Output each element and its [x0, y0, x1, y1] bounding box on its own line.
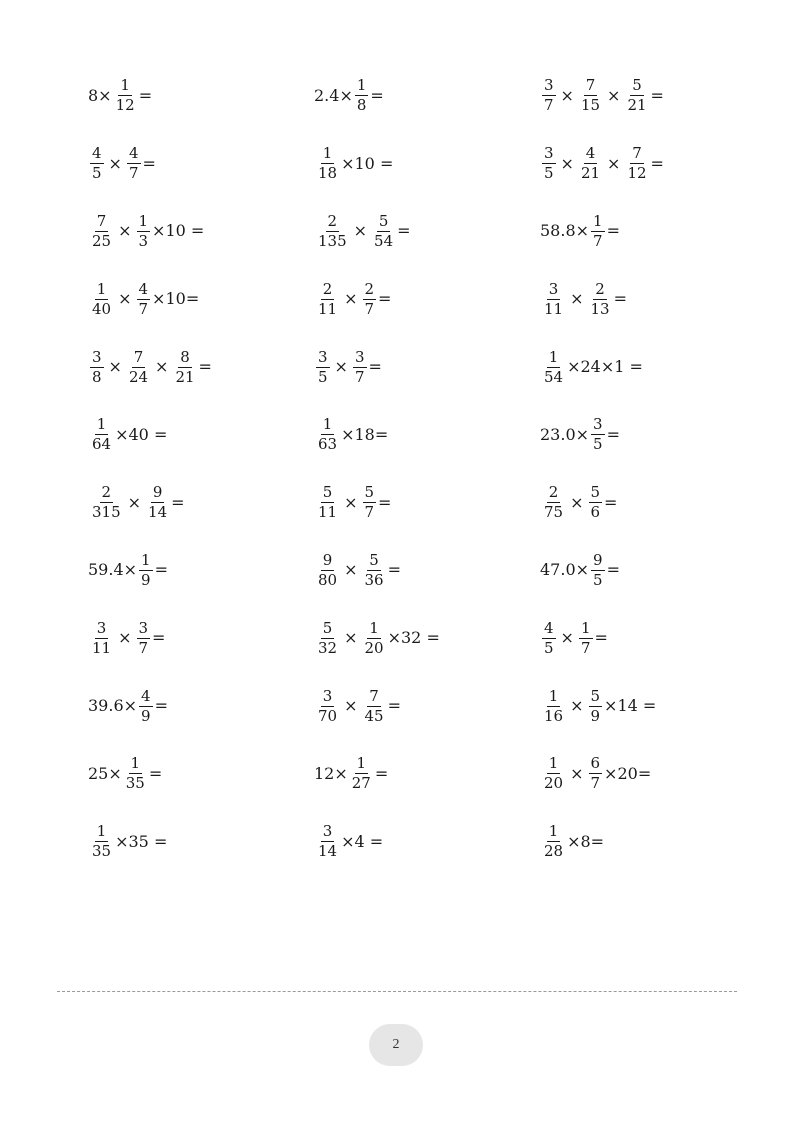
fraction-denominator: 36 — [364, 570, 384, 589]
fraction — [90, 279, 113, 318]
problem-item — [314, 130, 540, 198]
fraction — [137, 618, 151, 657]
problem-item — [314, 198, 540, 266]
fraction — [355, 78, 369, 113]
problem-item — [540, 62, 768, 130]
fraction-denominator: 20 — [544, 774, 564, 793]
fraction-numerator: 2 — [595, 279, 605, 298]
fraction — [137, 279, 151, 318]
fraction-denominator: 7 — [590, 774, 601, 793]
fraction-denominator: 15 — [580, 96, 601, 115]
fraction-numerator: 7 — [632, 144, 642, 163]
fraction — [542, 485, 565, 520]
problem-item — [88, 808, 314, 876]
expression-text: = — [198, 357, 212, 377]
fraction-numerator: 1 — [96, 415, 107, 434]
fraction-denominator: 28 — [544, 842, 564, 861]
fraction-denominator: 64 — [92, 435, 112, 454]
expression-text: ×32 = — [387, 628, 440, 648]
fraction-numerator: 3 — [593, 415, 603, 434]
fraction-denominator: 45 — [364, 706, 384, 725]
expression-text: = — [142, 153, 156, 173]
fraction — [542, 347, 565, 386]
expression-text: ×35 = — [115, 831, 168, 851]
fraction-numerator: 9 — [152, 483, 163, 502]
fraction — [542, 618, 556, 657]
problem-item — [314, 740, 540, 808]
fraction-denominator: 24 — [128, 367, 149, 386]
problem-item — [314, 333, 540, 401]
fraction-numerator: 4 — [128, 144, 139, 163]
fraction-denominator: 54 — [544, 367, 564, 386]
fraction — [363, 485, 377, 520]
fraction-numerator: 3 — [92, 347, 102, 366]
fraction-denominator: 9 — [141, 570, 151, 589]
fraction-numerator: 5 — [590, 483, 601, 502]
fraction-denominator: 5 — [92, 164, 102, 183]
fraction-denominator: 35 — [125, 774, 145, 793]
fraction — [90, 417, 113, 452]
problem-item — [88, 537, 314, 605]
expression-text: ×40 = — [115, 424, 168, 444]
expression-text: = — [154, 696, 168, 716]
fraction-numerator: 1 — [548, 347, 559, 366]
fraction-numerator: 1 — [548, 686, 559, 705]
fraction — [363, 618, 386, 657]
multiply-operator: × — [353, 221, 368, 241]
expression-text: = — [378, 492, 392, 512]
fraction-numerator: 1 — [593, 211, 603, 230]
multiply-operator: × — [560, 85, 574, 105]
fraction-denominator: 5 — [544, 638, 554, 657]
fraction — [363, 279, 377, 318]
fraction-numerator: 1 — [120, 76, 130, 95]
expression-text: 39.6× — [88, 696, 138, 716]
expression-text: = — [606, 424, 620, 444]
fraction-numerator: 3 — [318, 347, 328, 366]
expression-text: = — [154, 560, 168, 580]
fraction — [625, 78, 648, 113]
multiply-operator: × — [607, 85, 621, 105]
expression-text: ×24×1 = — [567, 357, 643, 377]
problem-item — [314, 401, 540, 469]
fraction-numerator: 9 — [322, 550, 333, 569]
fraction-numerator: 1 — [580, 618, 591, 637]
fraction-denominator: 5 — [593, 570, 603, 589]
fraction-numerator: 5 — [369, 550, 379, 569]
fraction-denominator: 8 — [356, 96, 367, 115]
fraction-numerator: 3 — [544, 76, 554, 95]
fraction-denominator: 11 — [318, 503, 338, 522]
expression-text: = — [387, 560, 401, 580]
fraction — [542, 78, 556, 113]
expression-text: = — [374, 763, 389, 783]
fraction — [146, 485, 169, 520]
fraction-numerator: 5 — [378, 211, 389, 230]
problem-item — [540, 740, 768, 808]
fraction — [591, 550, 605, 589]
problem-item — [314, 62, 540, 130]
fraction-denominator: 9 — [141, 706, 151, 725]
fraction — [589, 279, 612, 318]
fraction-denominator: 7 — [138, 638, 149, 657]
fraction — [316, 146, 339, 181]
fraction-numerator: 3 — [138, 618, 149, 637]
problem-item — [540, 604, 768, 672]
problem-item — [88, 198, 314, 266]
expression-text: = — [152, 628, 166, 648]
page-number-badge — [369, 1024, 423, 1066]
multiply-operator: × — [127, 492, 142, 512]
fraction — [316, 417, 339, 452]
problem-item — [540, 333, 768, 401]
fraction-denominator: 20 — [364, 638, 384, 657]
problem-item — [540, 265, 768, 333]
fraction-numerator: 7 — [133, 347, 144, 366]
fraction-denominator: 7 — [364, 299, 375, 318]
fraction-numerator: 2 — [101, 483, 112, 502]
fraction — [350, 756, 373, 791]
fraction — [139, 550, 153, 589]
fraction-numerator: 2 — [548, 483, 559, 502]
fraction-denominator: 80 — [318, 570, 338, 589]
problem-item — [314, 604, 540, 672]
fraction — [316, 485, 339, 520]
fraction — [363, 550, 386, 589]
problem-item — [88, 401, 314, 469]
fraction-denominator: 35 — [92, 842, 112, 861]
expression-text: 8× — [88, 85, 112, 105]
fraction-denominator: 40 — [92, 299, 112, 318]
multiply-operator: × — [570, 492, 584, 512]
fraction — [173, 347, 196, 386]
fraction-denominator: 7 — [138, 299, 149, 318]
expression-text: = — [606, 221, 620, 241]
fraction-denominator: 18 — [318, 164, 338, 183]
fraction-numerator: 4 — [138, 279, 149, 298]
fraction-denominator: 32 — [318, 638, 338, 657]
multiply-operator: × — [560, 153, 574, 173]
fraction — [114, 78, 137, 113]
fraction-denominator: 11 — [318, 299, 338, 318]
fraction-numerator: 5 — [632, 76, 642, 95]
expression-text: = — [650, 153, 664, 173]
fraction — [591, 211, 605, 250]
dashed-divider — [57, 991, 737, 992]
fraction-denominator: 14 — [318, 842, 338, 861]
fraction-numerator: 1 — [369, 618, 379, 637]
fraction-denominator: 21 — [175, 367, 195, 386]
expression-text: 2.4× — [314, 85, 353, 105]
fraction-denominator: 12 — [115, 96, 135, 115]
problem-item — [88, 333, 314, 401]
multiply-operator: × — [334, 357, 348, 377]
fraction-numerator: 4 — [92, 144, 102, 163]
fraction-denominator: 21 — [627, 96, 647, 115]
expression-text: ×18= — [341, 424, 389, 444]
multiply-operator: × — [560, 628, 574, 648]
fraction — [316, 618, 339, 657]
fraction-numerator: 3 — [354, 347, 365, 366]
multiply-operator: × — [344, 289, 358, 309]
problem-item — [314, 469, 540, 537]
fraction — [542, 686, 565, 725]
multiply-operator: × — [344, 628, 358, 648]
expression-text: = — [387, 696, 401, 716]
fraction — [589, 756, 603, 791]
fraction-numerator: 5 — [590, 686, 601, 705]
fraction — [589, 485, 603, 520]
expression-text: = — [148, 763, 163, 783]
fraction-numerator: 7 — [369, 686, 379, 705]
problem-item — [88, 469, 314, 537]
fraction-denominator: 7 — [544, 96, 554, 115]
fraction-denominator: 7 — [128, 164, 139, 183]
fraction — [316, 686, 339, 725]
fraction-numerator: 1 — [96, 279, 107, 298]
fraction-numerator: 7 — [585, 76, 596, 95]
fraction-denominator: 7 — [364, 503, 375, 522]
fraction — [90, 347, 104, 386]
fraction-numerator: 1 — [141, 550, 151, 569]
fraction-numerator: 1 — [548, 822, 559, 841]
fraction-numerator: 3 — [96, 618, 107, 637]
problem-item — [540, 401, 768, 469]
problem-item — [88, 62, 314, 130]
expression-text: ×8= — [567, 831, 605, 851]
expression-text: = — [604, 492, 618, 512]
fraction — [353, 347, 367, 386]
fraction-numerator: 1 — [548, 754, 559, 773]
problem-item — [540, 808, 768, 876]
fraction — [137, 211, 151, 250]
problem-item — [540, 198, 768, 266]
fraction-numerator: 1 — [356, 76, 367, 95]
fraction-numerator: 9 — [593, 550, 603, 569]
fraction-numerator: 7 — [96, 211, 107, 230]
multiply-operator: × — [155, 357, 169, 377]
fraction — [90, 211, 113, 250]
expression-text: 59.4× — [88, 560, 138, 580]
problem-item — [314, 808, 540, 876]
fraction — [90, 485, 123, 520]
fraction-numerator: 1 — [322, 144, 333, 163]
page-number: 2 — [392, 1037, 400, 1052]
fraction-denominator: 5 — [544, 164, 554, 183]
expression-text: = — [368, 357, 382, 377]
fraction-numerator: 1 — [138, 211, 149, 230]
multiply-operator: × — [344, 492, 358, 512]
fraction — [579, 618, 593, 657]
multiply-operator: × — [344, 696, 358, 716]
expression-text: 23.0× — [540, 424, 590, 444]
fraction-denominator: 21 — [580, 164, 601, 183]
problem-item — [88, 604, 314, 672]
fraction-numerator: 3 — [322, 686, 333, 705]
fraction-numerator: 3 — [322, 822, 333, 841]
fraction-denominator: 7 — [580, 638, 591, 657]
fraction-denominator: 135 — [318, 231, 347, 250]
fraction-numerator: 1 — [130, 754, 141, 773]
fraction-denominator: 75 — [544, 503, 564, 522]
expression-text: 58.8× — [540, 221, 590, 241]
fraction — [316, 347, 330, 386]
fraction — [372, 211, 395, 250]
fraction-denominator: 27 — [351, 774, 371, 793]
fraction-numerator: 1 — [96, 822, 107, 841]
problem-item — [88, 265, 314, 333]
expression-text: 47.0× — [540, 560, 590, 580]
fraction — [316, 824, 339, 859]
fraction — [139, 686, 153, 725]
problem-item — [540, 537, 768, 605]
problem-grid — [88, 62, 768, 876]
expression-text: ×20= — [604, 763, 652, 783]
expression-text: = — [138, 85, 153, 105]
expression-text: ×4 = — [341, 831, 384, 851]
fraction — [591, 417, 605, 452]
fraction-numerator: 1 — [322, 415, 333, 434]
fraction-denominator: 14 — [148, 503, 168, 522]
fraction-denominator: 70 — [318, 706, 338, 725]
problem-item — [88, 672, 314, 740]
problem-item — [540, 469, 768, 537]
fraction — [127, 347, 150, 386]
expression-text: = — [171, 492, 185, 512]
fraction — [542, 279, 565, 318]
fraction-numerator: 1 — [356, 754, 367, 773]
expression-text: 12× — [314, 763, 348, 783]
fraction-denominator: 63 — [318, 435, 338, 454]
problem-item — [314, 265, 540, 333]
fraction-denominator: 7 — [593, 231, 603, 250]
fraction — [127, 146, 141, 181]
fraction-denominator: 6 — [590, 503, 601, 522]
multiply-operator: × — [118, 289, 132, 309]
fraction-denominator: 13 — [590, 299, 610, 318]
fraction-numerator: 2 — [364, 279, 375, 298]
fraction-numerator: 5 — [322, 618, 333, 637]
multiply-operator: × — [108, 357, 122, 377]
fraction — [542, 756, 565, 791]
expression-text: 25× — [88, 763, 122, 783]
fraction-numerator: 4 — [585, 144, 596, 163]
fraction-numerator: 6 — [590, 754, 601, 773]
problem-item — [88, 740, 314, 808]
fraction-denominator: 11 — [544, 299, 564, 318]
fraction-denominator: 25 — [92, 231, 112, 250]
fraction — [579, 146, 602, 181]
fraction-numerator: 2 — [327, 211, 338, 230]
multiply-operator: × — [570, 763, 584, 783]
fraction-numerator: 5 — [364, 483, 375, 502]
fraction-numerator: 2 — [322, 279, 333, 298]
fraction — [542, 146, 556, 181]
expression-text: = — [613, 289, 627, 309]
fraction-numerator: 8 — [180, 347, 190, 366]
fraction-denominator: 54 — [374, 231, 394, 250]
problem-item — [540, 672, 768, 740]
problem-item — [88, 130, 314, 198]
fraction-numerator: 4 — [141, 686, 151, 705]
multiply-operator: × — [108, 153, 122, 173]
fraction — [316, 211, 349, 250]
expression-text: = — [650, 85, 664, 105]
fraction — [124, 756, 147, 791]
fraction-denominator: 9 — [590, 706, 601, 725]
fraction-denominator: 16 — [544, 706, 564, 725]
multiply-operator: × — [570, 289, 584, 309]
multiply-operator: × — [344, 560, 358, 580]
fraction-denominator: 11 — [92, 638, 112, 657]
expression-text: ×10 = — [341, 153, 394, 173]
expression-text: = — [606, 560, 620, 580]
fraction — [90, 146, 104, 181]
multiply-operator: × — [118, 221, 132, 241]
problem-item — [314, 537, 540, 605]
expression-text: = — [397, 221, 411, 241]
fraction-numerator: 5 — [322, 483, 333, 502]
multiply-operator: × — [570, 696, 584, 716]
fraction-denominator: 5 — [318, 367, 328, 386]
fraction-denominator: 8 — [92, 367, 102, 386]
fraction — [363, 686, 386, 725]
fraction — [542, 824, 565, 859]
problem-item — [540, 130, 768, 198]
fraction — [316, 550, 339, 589]
fraction — [316, 279, 339, 318]
multiply-operator: × — [607, 153, 621, 173]
fraction — [90, 618, 113, 657]
fraction-denominator: 7 — [354, 367, 365, 386]
expression-text: ×14 = — [604, 696, 657, 716]
expression-text: = — [370, 85, 384, 105]
fraction-numerator: 3 — [548, 279, 559, 298]
fraction-denominator: 5 — [593, 435, 603, 454]
fraction-numerator: 4 — [544, 618, 554, 637]
problem-item — [314, 672, 540, 740]
expression-text: = — [378, 289, 392, 309]
fraction — [90, 824, 113, 859]
fraction-denominator: 12 — [627, 164, 647, 183]
expression-text: ×10= — [152, 289, 200, 309]
fraction-denominator: 3 — [138, 231, 149, 250]
multiply-operator: × — [118, 628, 132, 648]
fraction-denominator: 315 — [92, 503, 121, 522]
expression-text: ×10 = — [152, 221, 205, 241]
fraction — [625, 146, 648, 181]
fraction-numerator: 3 — [544, 144, 554, 163]
expression-text: = — [594, 628, 608, 648]
fraction — [579, 78, 602, 113]
fraction — [589, 686, 603, 725]
